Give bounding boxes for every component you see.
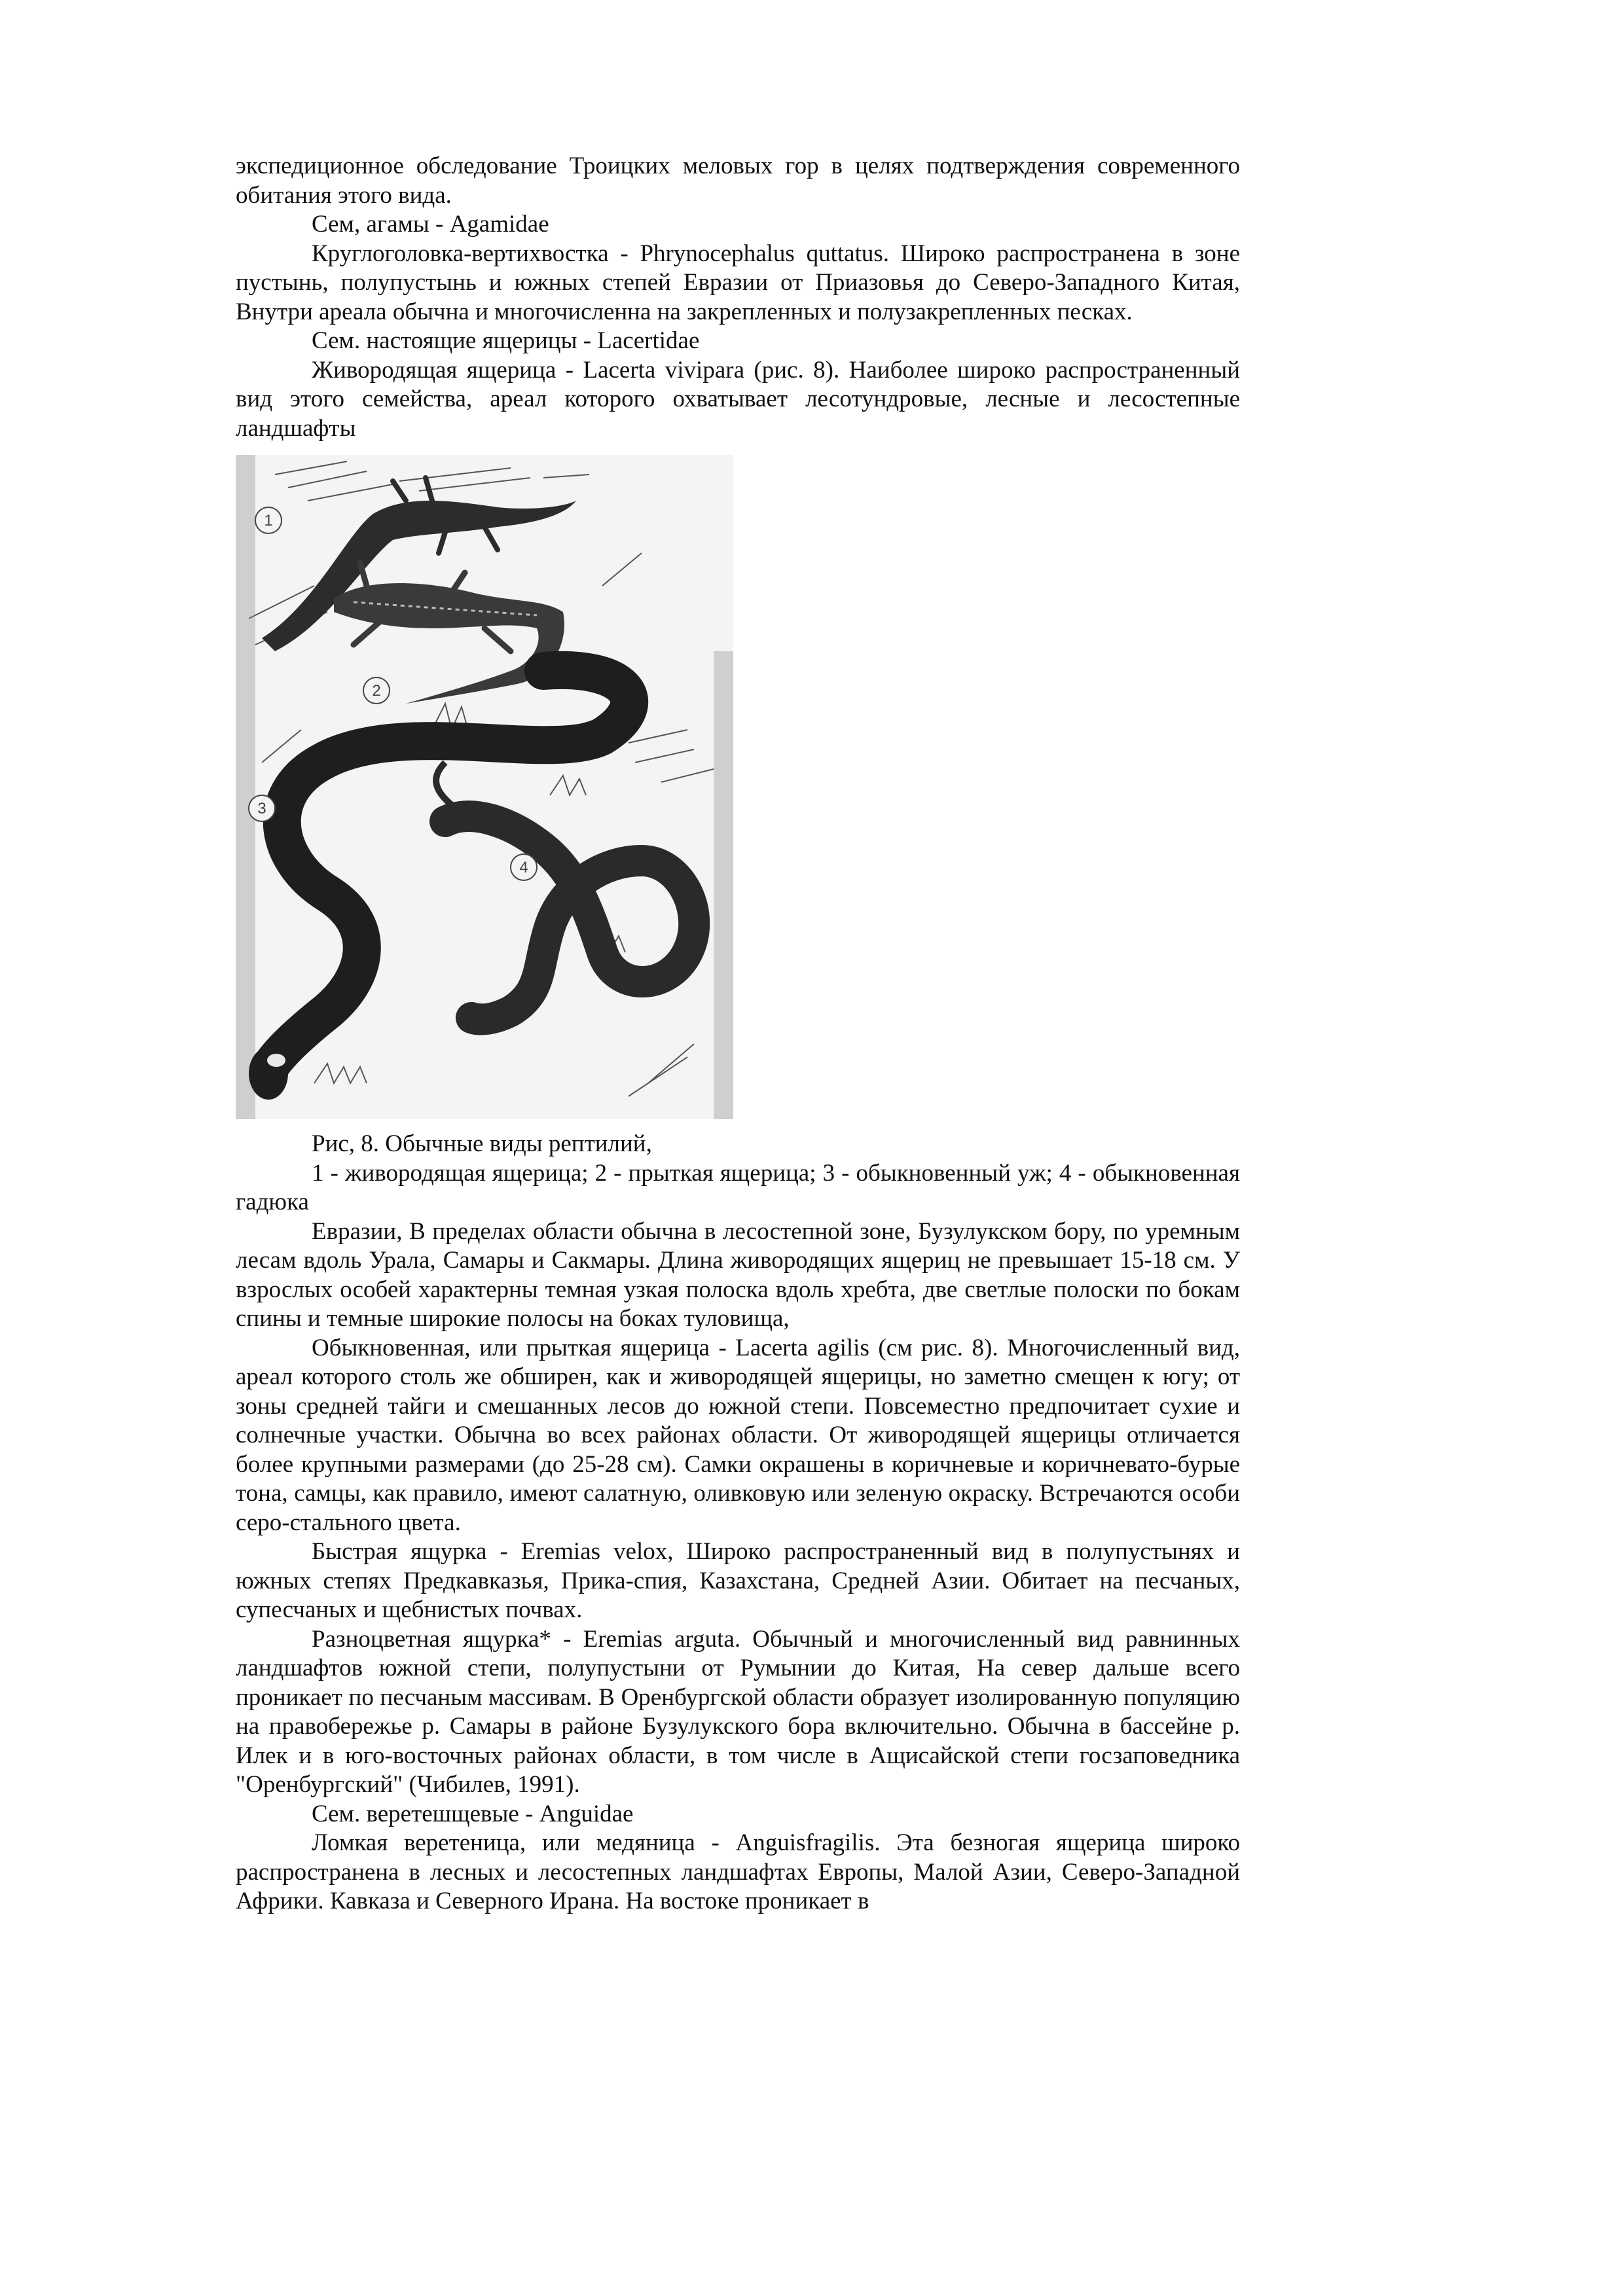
heading-agamidae: Сем, агамы - Agamidae xyxy=(312,211,549,238)
paragraph-phrynocephalus: Круглоголовка-вертихвостка - Phrynocephalus quttatus. Широко распространена в зоне пустынь, полупустынь и южных степей Евразии от Приазовья до Северо-Западного Китая, Внутри ареала обычна и многочисленна на закрепленных и полузакрепленных песках. xyxy=(236,240,1240,325)
reptiles-drawing xyxy=(236,455,733,1119)
paragraph-eremias-velox: Быстрая ящурка - Eremias velox, Широко распространенный вид в полупустынях и южных степях Предкавказья, Прика-спия, Казахстана, Средней Азии. Обитает на песчаных, супесчаных и щебнистых почвах. xyxy=(236,1538,1240,1623)
figure-caption-legend: 1 - живородящая ящерица; 2 - прыткая ящерица; 3 - обыкновенный уж; 4 - обыкновенная гадюка xyxy=(236,1159,1240,1215)
marker-4: 4 xyxy=(519,859,528,876)
grass-snake-head xyxy=(249,1047,288,1100)
marker-3: 3 xyxy=(257,800,266,817)
heading-lacertidae: Сем. настоящие ящерицы - Lacertidae xyxy=(312,327,700,354)
paragraph-eremias-arguta: Разноцветная ящурка* - Eremias arguta. Обычный и многочисленный вид равнинных ландшафтов южной степи, полупустыни от Румынии до Китая, На север дальше всего проникает по песчаным массивам. В Оренбургской области образует изолированную популяцию на правобережье р. Самары в районе Бузулукского бора включительно. Обычна в бассейне р. Илек и в юго-восточных районах области, в том числе в Ащисайской степи госзаповедника "Оренбургский" (Чибилев, 1991). xyxy=(236,1625,1240,1798)
paragraph-lacerta-agilis: Обыкновенная, или прыткая ящерица - Lacerta agilis (см рис. 8). Многочисленный вид, ареал которого столь же обширен, как и живородящей ящерицы, но заметно смещен к югу; от зоны средней тайги и смешанных лесов до южной степи. Повсеместно предпочитает сухие и солнечные участки. Обычна во всех районах области. От живородящей ящерицы отличается более крупными размерами (до 25-28 см). Самки окрашены в коричневые и коричневато-бурые тона, самцы, как правило, имеют салатную, оливковую или зеленую окраску. Встречаются особи серо-стального цвета. xyxy=(236,1334,1240,1536)
heading-anguidae: Сем. веретешщевые - Anguidae xyxy=(312,1800,634,1827)
paragraph-eurasia: Евразии, В пределах области обычна в лесостепной зоне, Бузулукском бору, по уремным лесам вдоль Урала, Самары и Сакмары. Длина живородящих ящериц не превышает 15-18 см. У взрослых особей характерны темная узкая полоска вдоль хребта, две светлые полоски по бокам спины и темные широкие полосы на боках туловища, xyxy=(236,1217,1240,1332)
marker-1: 1 xyxy=(264,512,273,529)
reptiles-illustration xyxy=(236,455,733,1119)
paragraph-expedition: экспедиционное обследование Троицких меловых гор в целях подтверждения современного обитания этого вида. xyxy=(236,152,1240,209)
marker-2: 2 xyxy=(372,682,381,700)
adder-drawing xyxy=(445,816,694,1019)
document-page xyxy=(236,152,1240,1916)
paragraph-anguis-fragilis: Ломкая веретеница, или медяница - Anguisfragilis. Эта безногая ящерица широко распространена в лесных и лесостепных ландшафтах Европы, Малой Азии, Северо-Западной Африки. Кавказа и Северного Ирана. На востоке проникает в xyxy=(236,1829,1240,1914)
paragraph-lacerta-vivipara: Живородящая ящерица - Lacerta vivipara (рис. 8). Наиболее широко распространенный вид этого семейства, ареал которого охватывает лесотундровые, лесные и лесостепные ландшафты xyxy=(236,356,1240,442)
figure-caption-title: Рис, 8. Обычные виды рептилий, xyxy=(312,1130,652,1157)
